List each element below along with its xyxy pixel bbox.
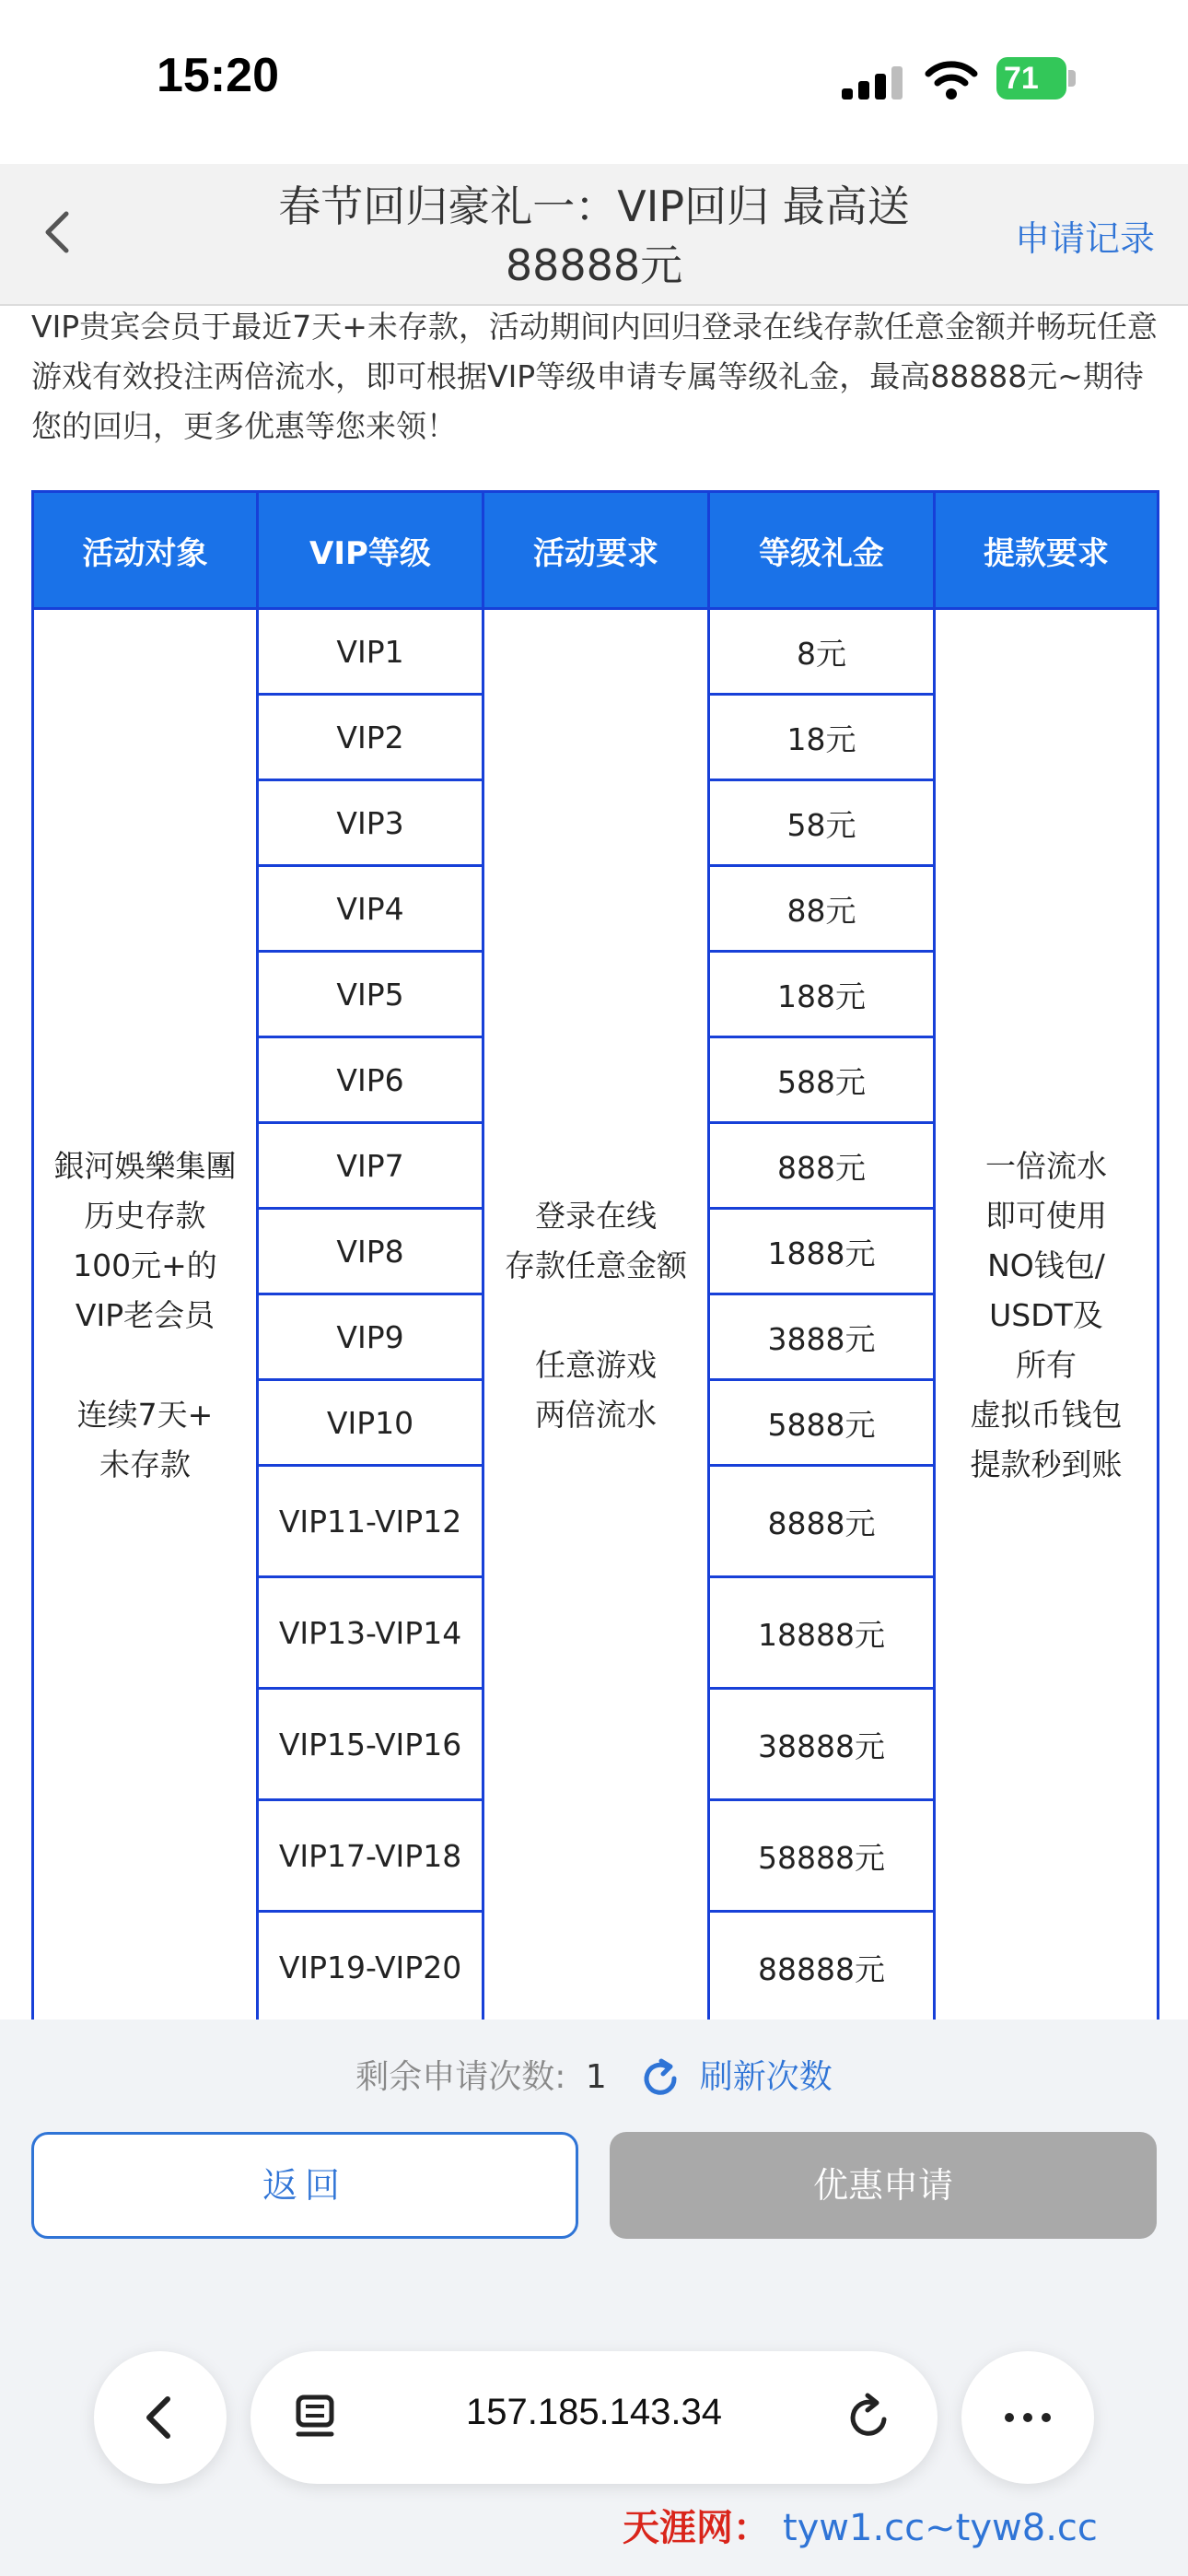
- status-bar: [0, 0, 1188, 164]
- vip-level-cell: VIP10: [258, 1380, 483, 1466]
- vip-level-cell: VIP15-VIP16: [258, 1689, 483, 1800]
- withdraw-cell-line: 所有: [1016, 1347, 1077, 1383]
- vip-level-cell: VIP3: [258, 780, 483, 866]
- target-cell-line: 未存款: [99, 1446, 191, 1482]
- header-requirement: 活动要求: [483, 492, 709, 609]
- battery-tail: [1068, 70, 1076, 87]
- target-cell-line: 历史存款: [84, 1198, 206, 1234]
- cellular-signal-icon: [842, 66, 906, 100]
- vip-level-cell: VIP9: [258, 1294, 483, 1380]
- target-cell-line: [34, 1341, 256, 1390]
- records-link[interactable]: 申请记录: [1014, 218, 1155, 259]
- vip-level-cell: VIP2: [258, 695, 483, 780]
- requirement-cell-line: 存款任意金额: [505, 1247, 687, 1283]
- requirement-cell-line: 任意游戏: [535, 1347, 657, 1383]
- requirement-cell-line: 登录在线: [535, 1198, 657, 1234]
- bonus-cell: 58888元: [709, 1800, 935, 1912]
- requirement-cell-line: 两倍流水: [535, 1397, 657, 1433]
- target-cell: [33, 609, 258, 2023]
- bonus-cell: 18元: [709, 695, 935, 780]
- address-bar[interactable]: [250, 2351, 938, 2484]
- bonus-cell: 88888元: [709, 1912, 935, 2023]
- vip-level-cell: VIP4: [258, 866, 483, 952]
- withdraw-cell-line: 一倍流水: [985, 1148, 1107, 1184]
- status-time: 15:20: [157, 49, 279, 102]
- table-row: [33, 609, 1159, 695]
- vip-level-cell: VIP5: [258, 952, 483, 1037]
- header-bonus: 等级礼金: [709, 492, 935, 609]
- browser-more-button[interactable]: [961, 2351, 1094, 2484]
- requirement-cell: [483, 609, 709, 2023]
- refresh-count-link[interactable]: 刷新次数: [699, 2058, 833, 2096]
- watermark-site: tyw1.cc~tyw8.cc: [782, 2507, 1098, 2549]
- more-dots-icon: [1002, 2408, 1054, 2427]
- vip-level-cell: VIP8: [258, 1209, 483, 1294]
- remaining-count-row: [0, 2051, 1188, 2100]
- promo-table: [31, 490, 1157, 2020]
- browser-back-button[interactable]: [94, 2351, 227, 2484]
- target-cell-line: 连续7天+: [76, 1397, 214, 1433]
- vip-level-cell: VIP11-VIP12: [258, 1466, 483, 1577]
- bonus-cell: 3888元: [709, 1294, 935, 1380]
- bonus-cell: 888元: [709, 1123, 935, 1209]
- back-button[interactable]: 返回: [31, 2132, 578, 2239]
- page-header: [0, 164, 1188, 306]
- vip-level-cell: VIP7: [258, 1123, 483, 1209]
- apply-promo-button[interactable]: 优惠申请: [610, 2132, 1157, 2239]
- back-chevron-icon[interactable]: [31, 205, 87, 260]
- table-header-row: [33, 492, 1159, 609]
- battery-level: 71: [1004, 61, 1039, 96]
- refresh-icon[interactable]: [639, 2057, 681, 2100]
- withdraw-cell-line: 即可使用: [985, 1198, 1107, 1234]
- withdraw-cell: [935, 609, 1159, 2023]
- header-vip-level: VIP等级: [258, 492, 483, 609]
- vip-level-cell: VIP19-VIP20: [258, 1912, 483, 2023]
- url-text: 157.185.143.34: [465, 2392, 723, 2432]
- back-arrow-icon: [136, 2392, 182, 2443]
- bonus-cell: 38888元: [709, 1689, 935, 1800]
- withdraw-cell-line: 虚拟币钱包: [970, 1397, 1123, 1433]
- watermark-brand: 天涯网：: [623, 2507, 770, 2549]
- withdraw-cell-line: USDT及: [989, 1297, 1103, 1333]
- reload-icon[interactable]: [845, 2392, 895, 2443]
- bonus-cell: 8元: [709, 609, 935, 695]
- remaining-label: 剩余申请次数:: [355, 2058, 566, 2096]
- bonus-cell: 88元: [709, 866, 935, 952]
- target-cell-line: VIP老会员: [75, 1297, 215, 1333]
- target-cell-line: 100元+的: [73, 1247, 217, 1283]
- bonus-cell: 18888元: [709, 1577, 935, 1689]
- wifi-icon: [925, 61, 978, 100]
- vip-level-cell: VIP13-VIP14: [258, 1577, 483, 1689]
- target-cell-line: 銀河娛樂集團: [53, 1148, 237, 1184]
- bonus-cell: 188元: [709, 952, 935, 1037]
- bonus-cell: 58元: [709, 780, 935, 866]
- battery-icon: [996, 57, 1066, 100]
- promo-description: VIP贵宾会员于最近7天+未存款，活动期间内回归登录在线存款任意金额并畅玩任意游戏有效投注两倍流水，即可根据VIP等级申请专属等级礼金，最高88888元~期待您的回归，更多优惠等您来领！: [31, 309, 1158, 444]
- footer-panel: [0, 2020, 1188, 2576]
- watermark: [623, 2499, 1098, 2551]
- bonus-cell: 1888元: [709, 1209, 935, 1294]
- requirement-cell-line: [484, 1291, 707, 1341]
- bonus-cell: 588元: [709, 1037, 935, 1123]
- withdraw-cell-line: 提款秒到账: [970, 1446, 1123, 1482]
- header-target: 活动对象: [33, 492, 258, 609]
- bonus-cell: 5888元: [709, 1380, 935, 1466]
- vip-level-cell: VIP6: [258, 1037, 483, 1123]
- vip-level-cell: VIP17-VIP18: [258, 1800, 483, 1912]
- vip-level-cell: VIP1: [258, 609, 483, 695]
- remaining-count: 1: [585, 2058, 607, 2096]
- header-withdraw: 提款要求: [935, 492, 1159, 609]
- bonus-cell: 8888元: [709, 1466, 935, 1577]
- withdraw-cell-line: NO钱包/: [987, 1247, 1105, 1283]
- page-title: 春节回归豪礼一：VIP回归 最高送88888元: [278, 181, 910, 290]
